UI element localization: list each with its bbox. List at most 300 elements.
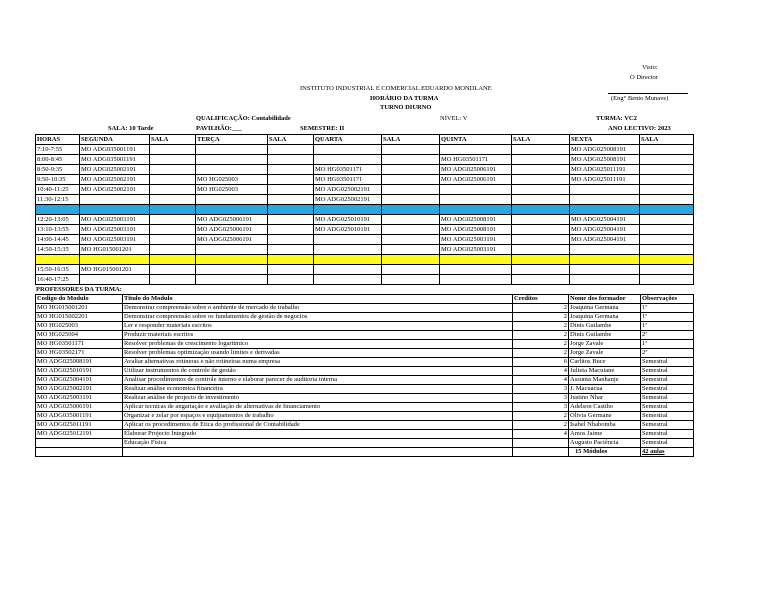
schedule-cell: MO ADG025008191	[570, 155, 640, 165]
schedule-cell	[382, 215, 440, 225]
semester-label: SEMESTRE: II	[300, 125, 345, 132]
teachers-cell: MO ADG025002191	[36, 385, 123, 394]
schedule-cell: 16:40-17:25	[36, 275, 80, 285]
level-label: NÍVEL: V	[440, 115, 468, 122]
teachers-cell: Demonstrar compreensão sobre o ambiente de mercado de trabalho	[123, 304, 513, 313]
teachers-cell: 42 aulas	[641, 448, 694, 457]
teachers-cell: 2ª	[641, 349, 694, 358]
teachers-cell: Jorge Zavale	[569, 340, 641, 349]
schedule-header-cell: QUARTA	[314, 135, 382, 145]
teachers-cell: 2	[513, 304, 569, 313]
school-year-label: ANO LECTIVO: 2023	[608, 125, 671, 132]
schedule-cell	[268, 145, 314, 155]
schedule-cell	[640, 245, 694, 255]
break-cell	[36, 255, 80, 265]
teachers-cell: 2	[513, 322, 569, 331]
schedule-cell: MO ADG025006191	[196, 225, 268, 235]
schedule-header-cell: TERÇA	[196, 135, 268, 145]
schedule-header-row	[36, 135, 694, 145]
schedule-cell: MO HG025003	[196, 175, 268, 185]
teachers-cell: Adelson Castiho	[569, 403, 641, 412]
teachers-row	[36, 304, 694, 313]
teachers-cell: Olivia Germane	[569, 412, 641, 421]
schedule-cell	[512, 165, 570, 175]
teachers-cell: 2ª	[641, 331, 694, 340]
schedule-cell	[268, 165, 314, 175]
teachers-cell: 1ª	[641, 322, 694, 331]
schedule-cell	[382, 265, 440, 275]
schedule-row	[36, 275, 694, 285]
teachers-cell: Semestral	[641, 403, 694, 412]
teachers-header-cell: Titulo do Modulo	[123, 295, 513, 304]
schedule-cell	[382, 245, 440, 255]
schedule-cell: MO ADG025008191	[570, 145, 640, 155]
schedule-cell	[268, 195, 314, 205]
teachers-row	[36, 394, 694, 403]
teachers-cell: Semestral	[641, 439, 694, 448]
schedule-cell: MO ADG025002191	[80, 175, 150, 185]
schedule-cell: MO ADG025008191	[440, 215, 512, 225]
schedule-cell	[150, 185, 196, 195]
schedule-cell	[314, 265, 382, 275]
teachers-cell: MO HG015001201	[36, 304, 123, 313]
schedule-cell	[640, 175, 694, 185]
schedule-cell	[268, 235, 314, 245]
schedule-cell	[440, 275, 512, 285]
teachers-row	[36, 421, 694, 430]
schedule-cell	[512, 195, 570, 205]
schedule-cell	[640, 275, 694, 285]
visto-label: Visto:	[642, 64, 658, 71]
teachers-row	[36, 340, 694, 349]
signature-line	[608, 93, 688, 94]
break-cell	[640, 205, 694, 215]
teachers-cell: Demonstrar compreensão sobre os fundamentos de gestão de negocios	[123, 313, 513, 322]
schedule-cell	[150, 155, 196, 165]
teachers-cell: Aplicar os procedimentos de Etica do profissional de Contabilidade	[123, 421, 513, 430]
schedule-cell: 9:50-10:35	[36, 175, 80, 185]
schedule-cell: 8:50-9:35	[36, 165, 80, 175]
schedule-row	[36, 145, 694, 155]
schedule-row	[36, 195, 694, 205]
class-label: TURMA: VC2	[596, 115, 637, 122]
break-cell	[36, 205, 80, 215]
schedule-cell	[150, 165, 196, 175]
teachers-cell	[513, 448, 569, 457]
teachers-cell: Dinis Guilambe	[569, 331, 641, 340]
schedule-cell: 12:20-13:05	[36, 215, 80, 225]
pavilion-label: PAVILHÃO:___	[196, 125, 242, 132]
schedule-cell	[512, 275, 570, 285]
teachers-cell: MO ADG025010191	[36, 367, 123, 376]
schedule-cell: 15:50-16:35	[36, 265, 80, 275]
teachers-cell: Isabel Nhabomba	[569, 421, 641, 430]
teachers-cell: MO HG03501171	[36, 340, 123, 349]
qualification-label: QUALIFICAÇÃO: Contabilidade	[196, 115, 291, 122]
teachers-row	[36, 358, 694, 367]
schedule-cell: MO ADG025011191	[570, 175, 640, 185]
break-cell	[268, 255, 314, 265]
teachers-row	[36, 412, 694, 421]
director-name: (Eng° Bento Munave)	[611, 95, 669, 102]
schedule-cell: 7:10-7:55	[36, 145, 80, 155]
teachers-cell: Amos Jaime	[569, 430, 641, 439]
schedule-cell	[382, 225, 440, 235]
schedule-row	[36, 245, 694, 255]
schedule-cell	[512, 265, 570, 275]
teachers-cell: Realizar análise economica financeira	[123, 385, 513, 394]
schedule-cell	[382, 175, 440, 185]
schedule-header-cell: QUINTA	[440, 135, 512, 145]
schedule-cell: MO ADG025002191	[80, 165, 150, 175]
teachers-cell: 3	[513, 403, 569, 412]
teachers-cell: 2	[513, 313, 569, 322]
teachers-cell: MO HG025004	[36, 331, 123, 340]
schedule-cell	[314, 275, 382, 285]
schedule-cell: MO ADG025002191	[314, 185, 382, 195]
break-cell	[150, 255, 196, 265]
schedule-cell	[196, 245, 268, 255]
schedule-row	[36, 215, 694, 225]
schedule-cell: MO ADG025011191	[570, 165, 640, 175]
schedule-row	[36, 175, 694, 185]
break-cell	[150, 205, 196, 215]
schedule-cell	[268, 275, 314, 285]
schedule-row	[36, 185, 694, 195]
teachers-cell	[123, 448, 513, 457]
schedule-cell: MO ADG025004191	[570, 225, 640, 235]
schedule-header-cell: SEXTA	[570, 135, 640, 145]
break-cell	[440, 255, 512, 265]
schedule-cell	[150, 175, 196, 185]
teachers-cell: 4	[513, 430, 569, 439]
teachers-cell: MO ADG025008191	[36, 358, 123, 367]
break-cell	[268, 205, 314, 215]
teachers-cell: Semestral	[641, 421, 694, 430]
schedule-cell	[640, 165, 694, 175]
schedule-cell	[570, 265, 640, 275]
schedule-cell: MO ADG025006191	[440, 165, 512, 175]
teachers-row	[36, 331, 694, 340]
schedule-cell	[268, 225, 314, 235]
schedule-cell: MO HG03501171	[314, 175, 382, 185]
schedule-cell: 14:00-14:45	[36, 235, 80, 245]
break-cell	[382, 205, 440, 215]
schedule-cell	[640, 235, 694, 245]
teachers-cell: MO HG025003	[36, 322, 123, 331]
schedule-cell: MO ADG025003191	[440, 245, 512, 255]
teachers-row	[36, 349, 694, 358]
schedule-cell	[150, 265, 196, 275]
teachers-cell: Jorge Zavale	[569, 349, 641, 358]
teachers-cell: Produzir materiais escritos	[123, 331, 513, 340]
schedule-cell	[640, 195, 694, 205]
schedule-cell	[640, 185, 694, 195]
schedule-cell	[268, 215, 314, 225]
teachers-cell: MO ADG025004191	[36, 376, 123, 385]
schedule-cell	[640, 265, 694, 275]
schedule-cell	[314, 155, 382, 165]
schedule-cell	[440, 185, 512, 195]
schedule-cell	[382, 185, 440, 195]
teachers-row	[36, 403, 694, 412]
schedule-cell	[196, 155, 268, 165]
break-row-blue	[36, 205, 694, 215]
schedule-cell: MO ADG025006191	[196, 215, 268, 225]
teachers-cell: MO ADG025012191	[36, 430, 123, 439]
teachers-cell: Resolver problemas optimização usando limites e derivadas	[123, 349, 513, 358]
schedule-cell	[314, 235, 382, 245]
teachers-cell: Ler e responder materiais escritos	[123, 322, 513, 331]
schedule-cell	[196, 165, 268, 175]
schedule-cell	[150, 145, 196, 155]
teachers-cell: 2	[513, 349, 569, 358]
teachers-cell: 4	[513, 376, 569, 385]
break-row-yellow	[36, 255, 694, 265]
teachers-cell: Resolver problemas de crescimento logaritmico	[123, 340, 513, 349]
break-cell	[196, 255, 268, 265]
teachers-cell: Dinis Guilambe	[569, 322, 641, 331]
schedule-cell: MO ADG025003191	[80, 225, 150, 235]
teachers-cell: Justino Nhar	[569, 394, 641, 403]
schedule-cell: MO ADG025010191	[314, 225, 382, 235]
schedule-cell	[196, 275, 268, 285]
teachers-cell: MO HG015002201	[36, 313, 123, 322]
schedule-cell	[570, 275, 640, 285]
schedule-header-cell: SEGUNDA	[80, 135, 150, 145]
schedule-cell	[382, 165, 440, 175]
teachers-cell: Assunta Manhanje	[569, 376, 641, 385]
schedule-cell: MO ADG025003191	[440, 235, 512, 245]
break-cell	[570, 255, 640, 265]
teachers-cell: Educação Física	[123, 439, 513, 448]
teachers-cell: MO ADG025011191	[36, 421, 123, 430]
schedule-cell	[196, 145, 268, 155]
teachers-cell: Semestral	[641, 394, 694, 403]
teachers-header-cell: Observações	[641, 295, 694, 304]
schedule-cell	[440, 145, 512, 155]
schedule-cell	[150, 235, 196, 245]
teachers-cell: Semestral	[641, 385, 694, 394]
teachers-cell	[36, 448, 123, 457]
schedule-cell: MO ADG025006191	[440, 175, 512, 185]
teachers-cell: Augusto Paciência	[569, 439, 641, 448]
teachers-cell: 1ª	[641, 313, 694, 322]
teachers-cell: MO ADG025006191	[36, 403, 123, 412]
teachers-cell: 15 Módulos	[569, 448, 641, 457]
teachers-cell: Semestral	[641, 358, 694, 367]
teachers-cell: Semestral	[641, 430, 694, 439]
schedule-cell: 13:10-13:55	[36, 225, 80, 235]
schedule-cell	[150, 215, 196, 225]
teachers-cell: 2	[513, 331, 569, 340]
break-cell	[80, 205, 150, 215]
teachers-cell	[513, 439, 569, 448]
schedule-cell: MO ADG025003191	[80, 235, 150, 245]
schedule-cell: MO ADG025004191	[570, 235, 640, 245]
schedule-cell: MO ADG025003191	[80, 215, 150, 225]
schedule-cell	[512, 245, 570, 255]
schedule-cell	[512, 155, 570, 165]
teachers-cell: Joaquina Germana	[569, 304, 641, 313]
teachers-row	[36, 322, 694, 331]
schedule-cell	[382, 235, 440, 245]
teachers-row	[36, 376, 694, 385]
schedule-cell	[150, 195, 196, 205]
schedule-cell: MO HG03501171	[314, 165, 382, 175]
schedule-cell: MO ADG025006191	[196, 235, 268, 245]
teachers-cell: 2	[513, 412, 569, 421]
teachers-cell: Joaquina Germana	[569, 313, 641, 322]
schedule-cell	[640, 155, 694, 165]
break-cell	[512, 255, 570, 265]
schedule-header-cell: HORAS	[36, 135, 80, 145]
schedule-cell	[196, 195, 268, 205]
schedule-cell	[268, 245, 314, 255]
schedule-cell	[570, 195, 640, 205]
schedule-cell: MO ADG035001191	[80, 155, 150, 165]
teachers-cell: Organizar e zelar por espaços e equipamentos de trabalho	[123, 412, 513, 421]
schedule-cell: MO ADG025010191	[314, 215, 382, 225]
schedule-header-cell: SALA	[268, 135, 314, 145]
schedule-cell	[512, 215, 570, 225]
schedule-cell: MO ADG035001191	[80, 145, 150, 155]
teachers-cell: Analisar procedimentos de controle interno e elaborar parecer de auditoria interna	[123, 376, 513, 385]
break-cell	[314, 205, 382, 215]
teachers-table	[35, 294, 694, 457]
schedule-cell	[640, 225, 694, 235]
teachers-cell: Semestral	[641, 367, 694, 376]
break-cell	[314, 255, 382, 265]
schedule-cell	[268, 155, 314, 165]
schedule-cell	[80, 275, 150, 285]
teachers-cell: J. Macuacua	[569, 385, 641, 394]
schedule-cell	[570, 245, 640, 255]
teachers-cell: Semestral	[641, 412, 694, 421]
teachers-cell	[36, 439, 123, 448]
schedule-cell	[314, 145, 382, 155]
teachers-cell: MO HG03502171	[36, 349, 123, 358]
break-cell	[196, 205, 268, 215]
schedule-row	[36, 235, 694, 245]
director-label: O Director	[630, 74, 658, 81]
schedule-row	[36, 265, 694, 275]
schedule-cell	[440, 195, 512, 205]
schedule-cell	[640, 215, 694, 225]
schedule-title: HORÁRIO DA TURMA	[370, 95, 439, 102]
teachers-cell: 2	[513, 340, 569, 349]
teachers-row	[36, 448, 694, 457]
schedule-header-cell: SALA	[150, 135, 196, 145]
schedule-cell	[268, 175, 314, 185]
schedule-cell	[268, 185, 314, 195]
schedule-cell	[382, 145, 440, 155]
shift-label: TURNO DIURNO	[380, 104, 432, 111]
schedule-cell: MO ADG025002191	[314, 195, 382, 205]
teachers-cell: 3	[513, 394, 569, 403]
schedule-cell	[440, 265, 512, 275]
teachers-cell: MO ADG035001191	[36, 412, 123, 421]
teachers-header-cell: Nome dos formador	[569, 295, 641, 304]
schedule-cell	[512, 145, 570, 155]
teachers-cell: 1ª	[641, 304, 694, 313]
teachers-row	[36, 385, 694, 394]
schedule-cell	[570, 185, 640, 195]
schedule-row	[36, 165, 694, 175]
teachers-row	[36, 430, 694, 439]
schedule-cell	[80, 195, 150, 205]
teachers-cell: 4	[513, 367, 569, 376]
teachers-cell: 1ª	[641, 340, 694, 349]
schedule-header-cell: SALA	[640, 135, 694, 145]
teachers-header-cell: Codigo do Modulo	[36, 295, 123, 304]
teachers-cell: Julieta Macuiane	[569, 367, 641, 376]
break-cell	[440, 205, 512, 215]
teachers-header-cell: Creditos	[513, 295, 569, 304]
break-cell	[570, 205, 640, 215]
schedule-cell	[268, 265, 314, 275]
schedule-header-cell: SALA	[382, 135, 440, 145]
room-label: SALA: 10 Tarde	[108, 125, 154, 132]
institute-name: INSTITUTO INDUSTRIAL E COMERCIAL EDUARDO MONDLANE	[300, 85, 492, 92]
schedule-cell: MO HG015001201	[80, 265, 150, 275]
teachers-cell: Aplicar tecnicas de angariação e avaliação de alternativas de financiamento	[123, 403, 513, 412]
schedule-cell: MO ADG025008191	[440, 225, 512, 235]
schedule-cell: 11:30-12:15	[36, 195, 80, 205]
teachers-cell: 2	[513, 421, 569, 430]
schedule-cell: 10:40-11:25	[36, 185, 80, 195]
teachers-cell: Avaliar alternativas rotineras e não rotineiras numa empresa	[123, 358, 513, 367]
schedule-cell	[512, 185, 570, 195]
teachers-cell: Elaborar Projecto Integrado	[123, 430, 513, 439]
schedule-cell: MO HG03501171	[440, 155, 512, 165]
break-cell	[80, 255, 150, 265]
schedule-row	[36, 225, 694, 235]
break-cell	[512, 205, 570, 215]
schedule-table	[35, 134, 694, 285]
schedule-cell: 8:00-8:45	[36, 155, 80, 165]
break-cell	[382, 255, 440, 265]
schedule-cell	[640, 145, 694, 155]
teachers-row	[36, 313, 694, 322]
teachers-cell: Realizar análise de projecto de investimento	[123, 394, 513, 403]
schedule-cell	[314, 245, 382, 255]
schedule-header-cell: SALA	[512, 135, 570, 145]
schedule-cell	[150, 245, 196, 255]
schedule-cell	[196, 265, 268, 275]
schedule-cell	[150, 275, 196, 285]
schedule-cell	[512, 175, 570, 185]
teachers-cell: 3	[513, 385, 569, 394]
schedule-cell	[382, 275, 440, 285]
schedule-cell: MO HG015001201	[80, 245, 150, 255]
teachers-cell: MO ADG025003191	[36, 394, 123, 403]
schedule-cell	[150, 225, 196, 235]
schedule-cell: MO ADG025004191	[570, 215, 640, 225]
teachers-header-row	[36, 295, 694, 304]
schedule-cell	[512, 235, 570, 245]
schedule-cell	[512, 225, 570, 235]
teachers-row	[36, 439, 694, 448]
schedule-cell	[382, 195, 440, 205]
teachers-cell: Carlitos Buce	[569, 358, 641, 367]
teachers-row	[36, 367, 694, 376]
teachers-cell: Semestral	[641, 376, 694, 385]
break-cell	[640, 255, 694, 265]
schedule-cell	[382, 155, 440, 165]
teachers-cell: Utilizar instrumentos de controle de gestão	[123, 367, 513, 376]
teachers-title: PROFESSORES DA TURMA:	[36, 286, 122, 293]
